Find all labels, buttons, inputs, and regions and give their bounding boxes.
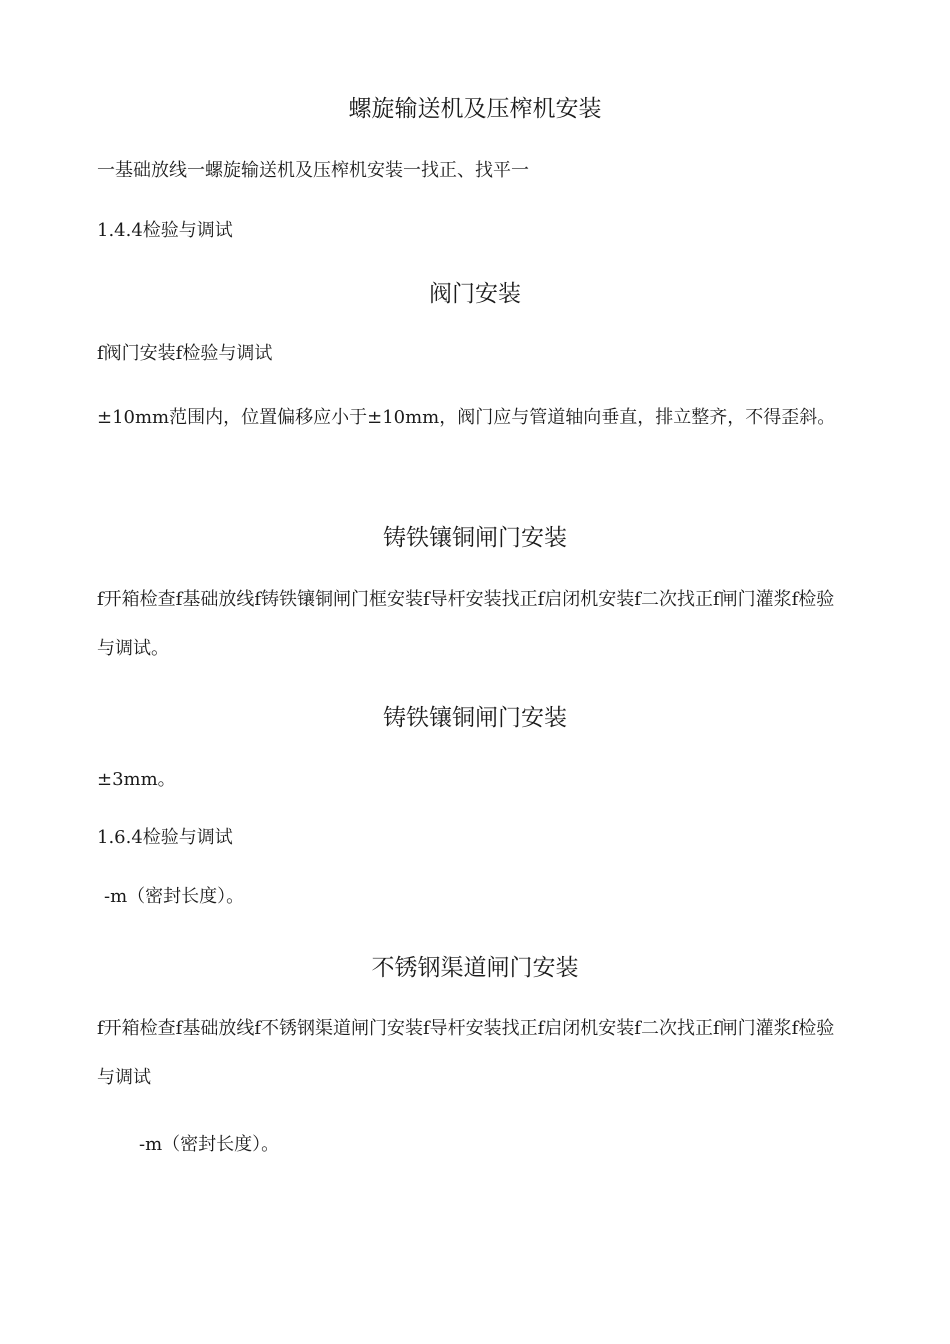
section-heading-stainless-gate: 不锈钢渠道闸门安装 (371, 955, 579, 981)
seal-length-note-2: -m（密封长度）。 (139, 1134, 280, 1155)
gate-tolerance-line: ±3mm。 (97, 769, 176, 790)
valve-tolerance-paragraph: ±10mm范围内，位置偏移应小于±10mm，阀门应与管道轴向垂直，排立整齐，不得歪斜。 (97, 407, 836, 428)
subsection-1-4-4-inspection: 1.4.4检验与调试 (97, 220, 233, 241)
seal-length-note-1: -m（密封长度）。 (104, 886, 245, 907)
process-flow-stainless-gate: f开箱检查f基础放线f不锈钢渠道闸门安装f导杆安装找正f启闭机安装f二次找正f闸门灌浆f检验与调试 (97, 1018, 835, 1088)
section-heading-cast-iron-gate-1: 铸铁镶铜闸门安装 (383, 525, 567, 551)
section-heading-cast-iron-gate-2: 铸铁镶铜闸门安装 (383, 705, 567, 731)
section-heading-valve-installation: 阀门安装 (429, 281, 521, 307)
process-flow-screw-conveyor: 一基础放线一螺旋输送机及压榨机安装一找正、找平一 (97, 160, 529, 181)
section-heading-screw-conveyor-press: 螺旋输送机及压榨机安装 (348, 96, 602, 122)
subsection-1-6-4-inspection: 1.6.4检验与调试 (97, 827, 233, 848)
process-flow-valve: f阀门安装f检验与调试 (97, 343, 273, 364)
process-flow-cast-iron-gate: f开箱检查f基础放线f铸铁镶铜闸门框安装f导杆安装找正f启闭机安装f二次找正f闸门灌浆f检验与调试。 (97, 589, 835, 659)
